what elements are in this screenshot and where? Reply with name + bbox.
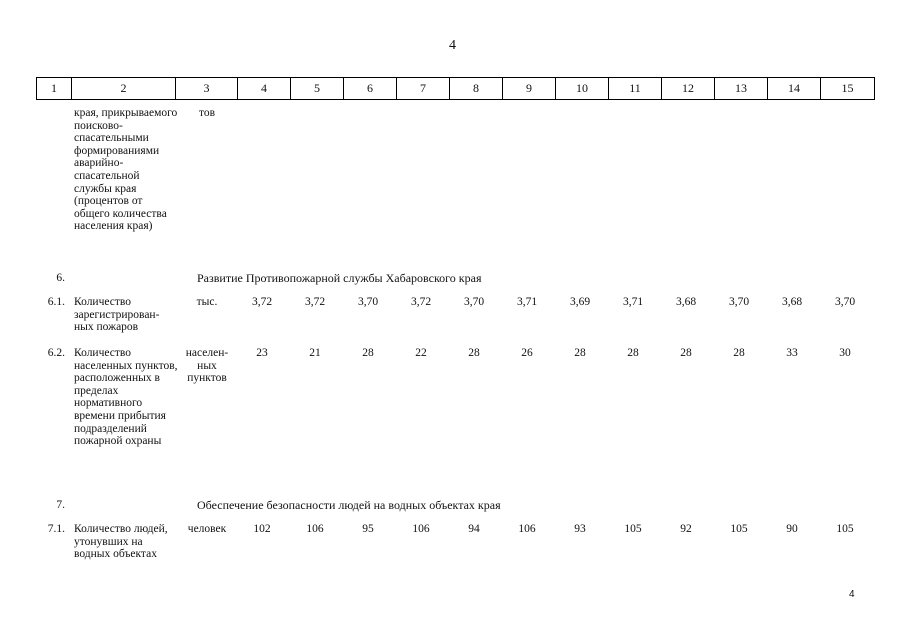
row-7-1-value: 93: [574, 523, 586, 535]
row-6-2-value: 28: [627, 347, 639, 359]
row-7-1-value: 102: [253, 523, 271, 535]
row-6-2-unit: населен-ных пунктов: [185, 347, 229, 385]
row-7-1-value: 105: [730, 523, 748, 535]
row-6-2-value: 28: [362, 347, 374, 359]
row-6-1-value: 3,68: [781, 296, 803, 308]
row-7-1-unit: человек: [187, 523, 227, 535]
header-cell-15: 15: [841, 81, 854, 95]
section-6-title: Развитие Противопожарной службы Хабаровского края: [197, 271, 482, 285]
row-6-2-value: 28: [468, 347, 480, 359]
row-6-1-unit: тыс.: [196, 296, 218, 308]
row-6-1-value: 3,70: [728, 296, 750, 308]
row-6-2-value: 33: [786, 347, 798, 359]
header-cell-11: 11: [609, 78, 662, 99]
header-cell-10: 10: [556, 78, 609, 99]
row-7-1-value: 95: [362, 523, 374, 535]
row-7-1-value: 90: [786, 523, 798, 535]
page-number-bottom: 4: [849, 589, 855, 600]
row-6-1-value: 3,70: [834, 296, 856, 308]
header-cell-8: 8: [450, 78, 503, 99]
page-number-top: 4: [449, 38, 456, 53]
row-7-1-value: 94: [468, 523, 480, 535]
row-6-1-name: Количество зарегистрирован-ных пожаров: [74, 296, 160, 334]
header-cell-2: 2: [72, 78, 176, 99]
row-6-2-number: 6.2.: [47, 347, 65, 359]
table-header-row: [36, 77, 875, 100]
row-7-1-value: 105: [836, 523, 854, 535]
row-7-1-value: 106: [412, 523, 430, 535]
header-cell-3: 3: [176, 78, 238, 99]
row-6-2-value: 30: [839, 347, 851, 359]
section-6-number: 6.: [56, 272, 65, 284]
row-6-1-value: 3,72: [410, 296, 432, 308]
section-7-title: Обеспечение безопасности людей на водных объектах края: [197, 498, 501, 512]
row-6-2-name: Количество населенных пунктов, расположенных в пределах нормативного времени прибытия подразделений пожарной охраны: [74, 347, 178, 448]
row-6-2-value: 28: [574, 347, 586, 359]
header-cell-13: 13: [715, 78, 768, 99]
row-6-1-value: 3,72: [304, 296, 326, 308]
header-cell-5: 5: [291, 78, 344, 99]
row-6-1-value: 3,71: [516, 296, 538, 308]
row-6-1-value: 3,70: [463, 296, 485, 308]
row-6-1-value: 3,69: [569, 296, 591, 308]
row-6-2-value: 28: [733, 347, 745, 359]
row-7-1-value: 106: [306, 523, 324, 535]
row-7-1-value: 106: [518, 523, 536, 535]
header-cell-14: 14: [768, 78, 821, 99]
row-7-1-value: 105: [624, 523, 642, 535]
header-cell-1: 1: [37, 78, 72, 99]
row-6-2-value: 22: [415, 347, 427, 359]
row-6-2-value: 23: [256, 347, 268, 359]
row-7-1-value: 92: [680, 523, 692, 535]
row-6-1-value: 3,70: [357, 296, 379, 308]
header-cell-9: 9: [503, 78, 556, 99]
header-cell-4: 4: [238, 78, 291, 99]
row-6-1-value: 3,71: [622, 296, 644, 308]
row-6-1-value: 3,72: [251, 296, 273, 308]
row-7-1-number: 7.1.: [47, 523, 65, 535]
section-7-number: 7.: [56, 499, 65, 511]
row-6-2-value: 26: [521, 347, 533, 359]
continued-row-name: края, прикрываемого поисково-спасательными формированиями аварийно-спасательной службы края (процентов от общего количества населения края): [74, 107, 178, 233]
row-6-2-value: 28: [680, 347, 692, 359]
header-cell-6: 6: [344, 78, 397, 99]
row-6-2-value: 21: [309, 347, 321, 359]
row-6-1-value: 3,68: [675, 296, 697, 308]
header-cell-7: 7: [397, 78, 450, 99]
header-cell-12: 12: [662, 78, 715, 99]
row-6-1-number: 6.1.: [47, 296, 65, 308]
row-7-1-name: Количество людей, утонувших на водных объектах: [74, 523, 168, 561]
continued-row-unit: тов: [198, 107, 216, 119]
